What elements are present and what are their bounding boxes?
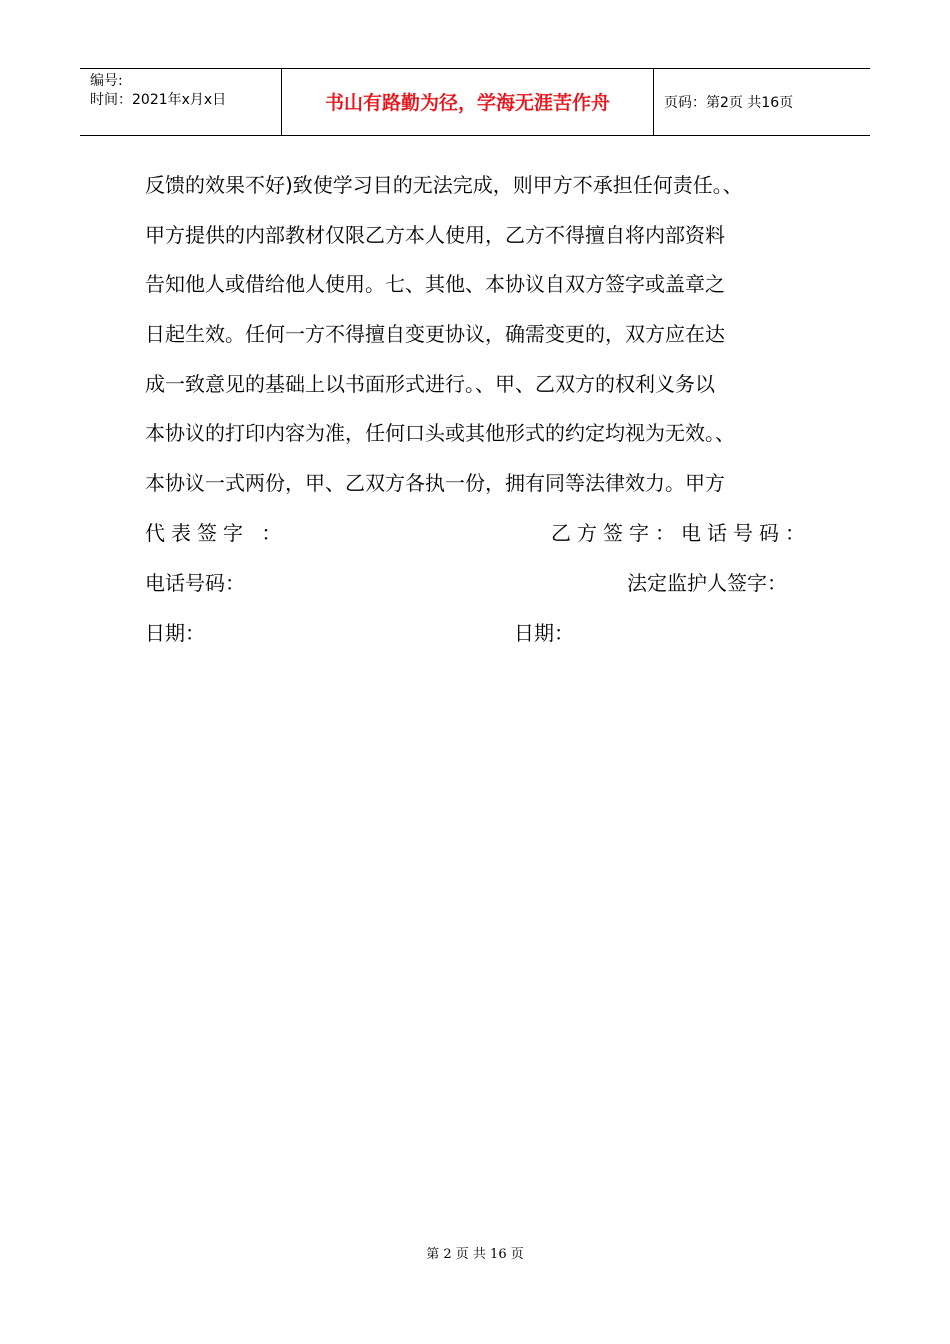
body-line: 告知他人或借给他人使用。七、其他、本协议自双方签字或盖章之 bbox=[145, 272, 725, 296]
body-line: 本协议的打印内容为准，任何口头或其他形式的约定均视为无效。、 bbox=[145, 421, 735, 445]
party-b-signature-label: 乙方签字：电话号码： bbox=[551, 521, 811, 545]
header-page-info: 页码：第2页 共16页 bbox=[664, 95, 794, 111]
header-meta-cell bbox=[80, 69, 281, 135]
phone-label: 电话号码： bbox=[145, 571, 245, 595]
body-line: 日起生效。任何一方不得擅自变更协议，确需变更的，双方应在达 bbox=[145, 322, 725, 346]
date-b-label: 日期： bbox=[514, 621, 574, 645]
party-a-signature-label: 代表签字 ： bbox=[145, 521, 288, 545]
body-line: 本协议一式两份，甲、乙双方各执一份，拥有同等法律效力。甲方 bbox=[145, 471, 725, 495]
body-line: 反馈的效果不好)致使学习目的无法完成，则甲方不承担任何责任。、 bbox=[145, 173, 743, 197]
body-line: 成一致意见的基础上以书面形式进行。、甲、乙双方的权利义务以 bbox=[145, 372, 715, 396]
document-time-label: 时间：2021年x月x日 bbox=[90, 92, 227, 108]
document-number-label: 编号: bbox=[90, 73, 123, 89]
header-motto-cell bbox=[281, 69, 654, 135]
header-motto: 书山有路勤为径，学海无涯苦作舟 bbox=[324, 92, 610, 114]
date-a-label: 日期： bbox=[145, 621, 205, 645]
document-header bbox=[80, 68, 870, 136]
page-footer: 第 2 页 共 16 页 bbox=[426, 1247, 524, 1262]
body-line: 甲方提供的内部教材仅限乙方本人使用，乙方不得擅自将内部资料 bbox=[145, 223, 725, 247]
guardian-signature-label: 法定监护人签字： bbox=[627, 571, 787, 595]
header-page-cell bbox=[654, 69, 870, 135]
